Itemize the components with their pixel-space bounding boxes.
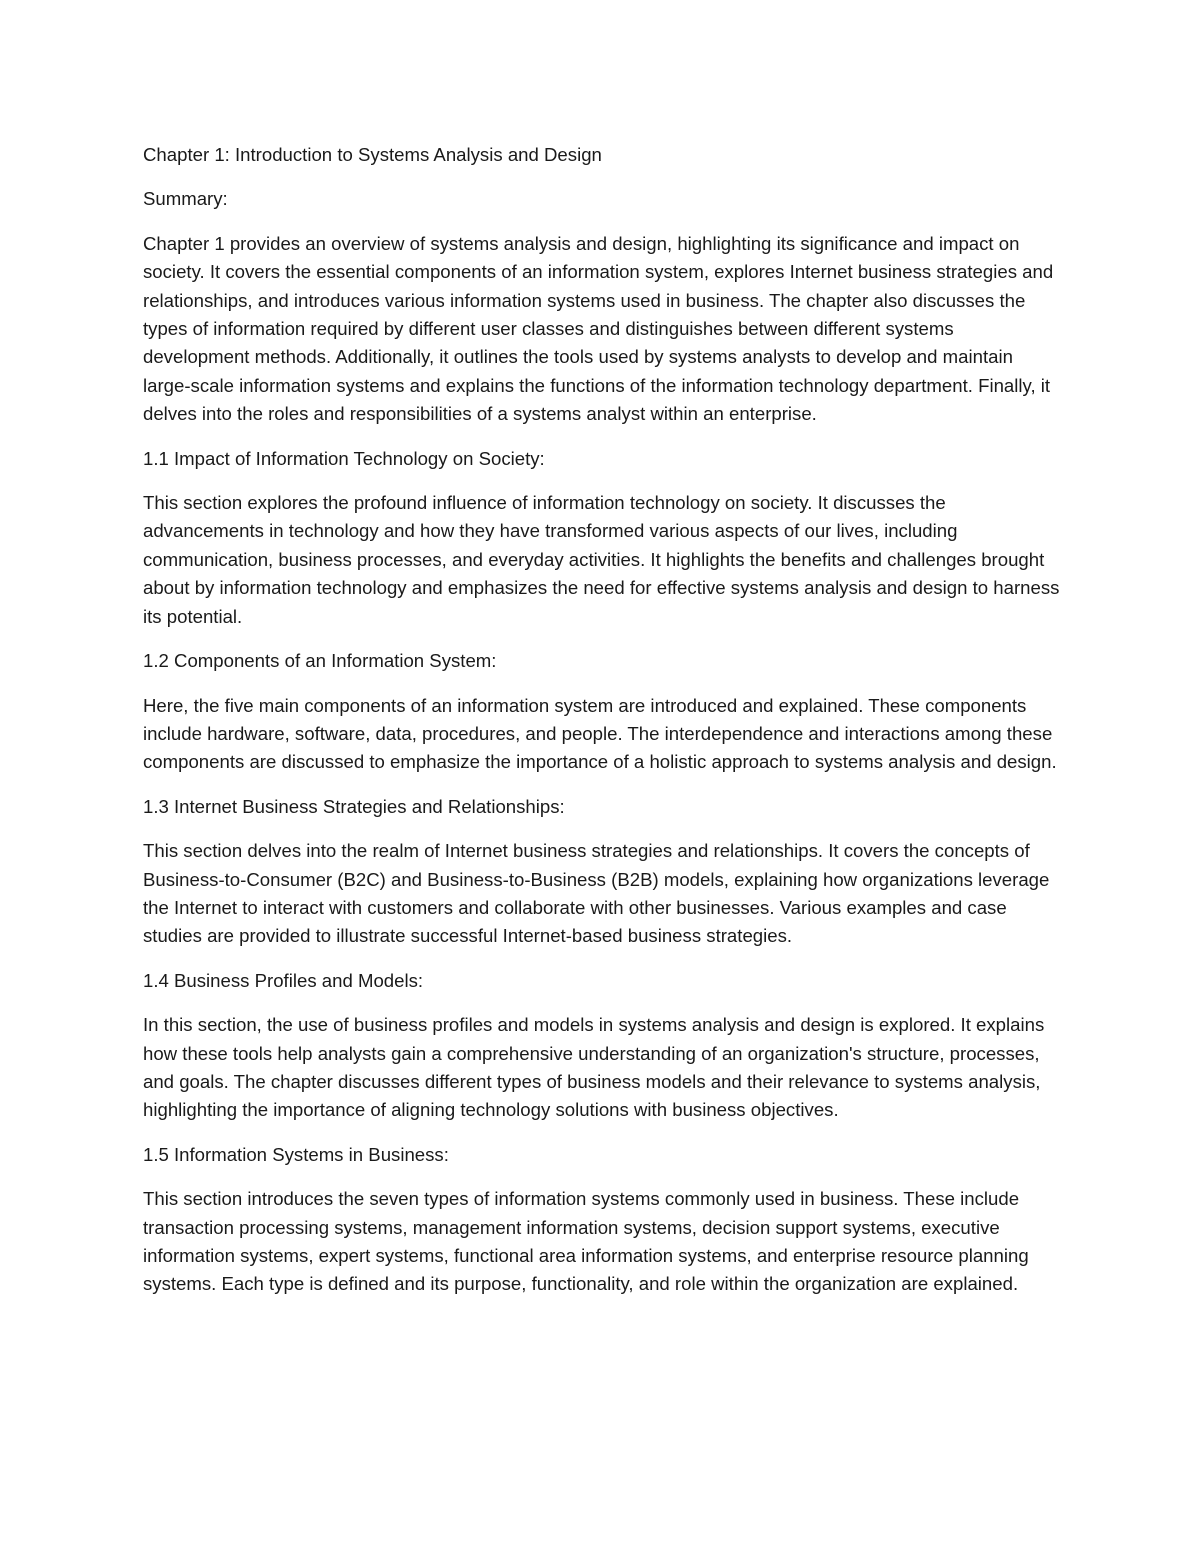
section-body-1-5: This section introduces the seven types of information systems commonly used in business. These include transaction processing systems, management information systems, decision support systems, executive information systems, expert systems, functional area information systems, and enterprise resource planning systems. Each type is defined and its purpose, functionality, and role within the organization are explained. [143, 1188, 1029, 1295]
section-heading-1-4: 1.4 Business Profiles and Models: [143, 969, 424, 991]
section-heading-1-1: 1.1 Impact of Information Technology on Society: [143, 447, 545, 469]
section-heading-1-5: 1.5 Information Systems in Business: [143, 1143, 449, 1165]
page-title: Chapter 1: Introduction to Systems Analysis and Design [143, 144, 602, 165]
summary-paragraph: Chapter 1 provides an overview of systems analysis and design, highlighting its significance and impact on society. It covers the essential components of an information system, explores Internet business strategies and relationships, and introduces various information systems used in business. The chapter also discusses the types of information required by different user classes and distinguishes between different systems development methods. Additionally, it outlines the tools used by systems analysts to develop and maintain large-scale information systems and explains the functions of the information technology department. Finally, it delves into the roles and responsibilities of a systems analyst within an enterprise. [143, 232, 1054, 425]
summary-label: Summary: [143, 188, 228, 210]
section-heading-1-2: 1.2 Components of an Information System: [143, 650, 497, 672]
section-body-1-1: This section explores the profound influence of information technology on society. It discusses the advancements in technology and how they have transformed various aspects of our lives, including communication, business processes, and everyday activities. It highlights the benefits and challenges brought about by information technology and emphasizes the need for effective systems analysis and design to harness its potential. [143, 492, 1060, 627]
section-body-1-4: In this section, the use of business profiles and models in systems analysis and design is explored. It explains how these tools help analysts gain a comprehensive understanding of an organization's structure, processes, and goals. The chapter discusses different types of business models and their relevance to systems analysis, highlighting the importance of aligning technology solutions with business objectives. [143, 1014, 1045, 1121]
section-body-1-3: This section delves into the realm of Internet business strategies and relationships. It covers the concepts of Business-to-Consumer (B2C) and Business-to-Business (B2B) models, explaining how organizations leverage the Internet to interact with customers and collaborate with other businesses. Various examples and case studies are provided to illustrate successful Internet-based business strategies. [143, 840, 1050, 947]
section-heading-1-3: 1.3 Internet Business Strategies and Relationships: [143, 795, 565, 817]
section-body-1-2: Here, the five main components of an information system are introduced and explained. These components include hardware, software, data, procedures, and people. The interdependence and interactions among these components are discussed to emphasize the importance of a holistic approach to systems analysis and design. [143, 694, 1057, 773]
